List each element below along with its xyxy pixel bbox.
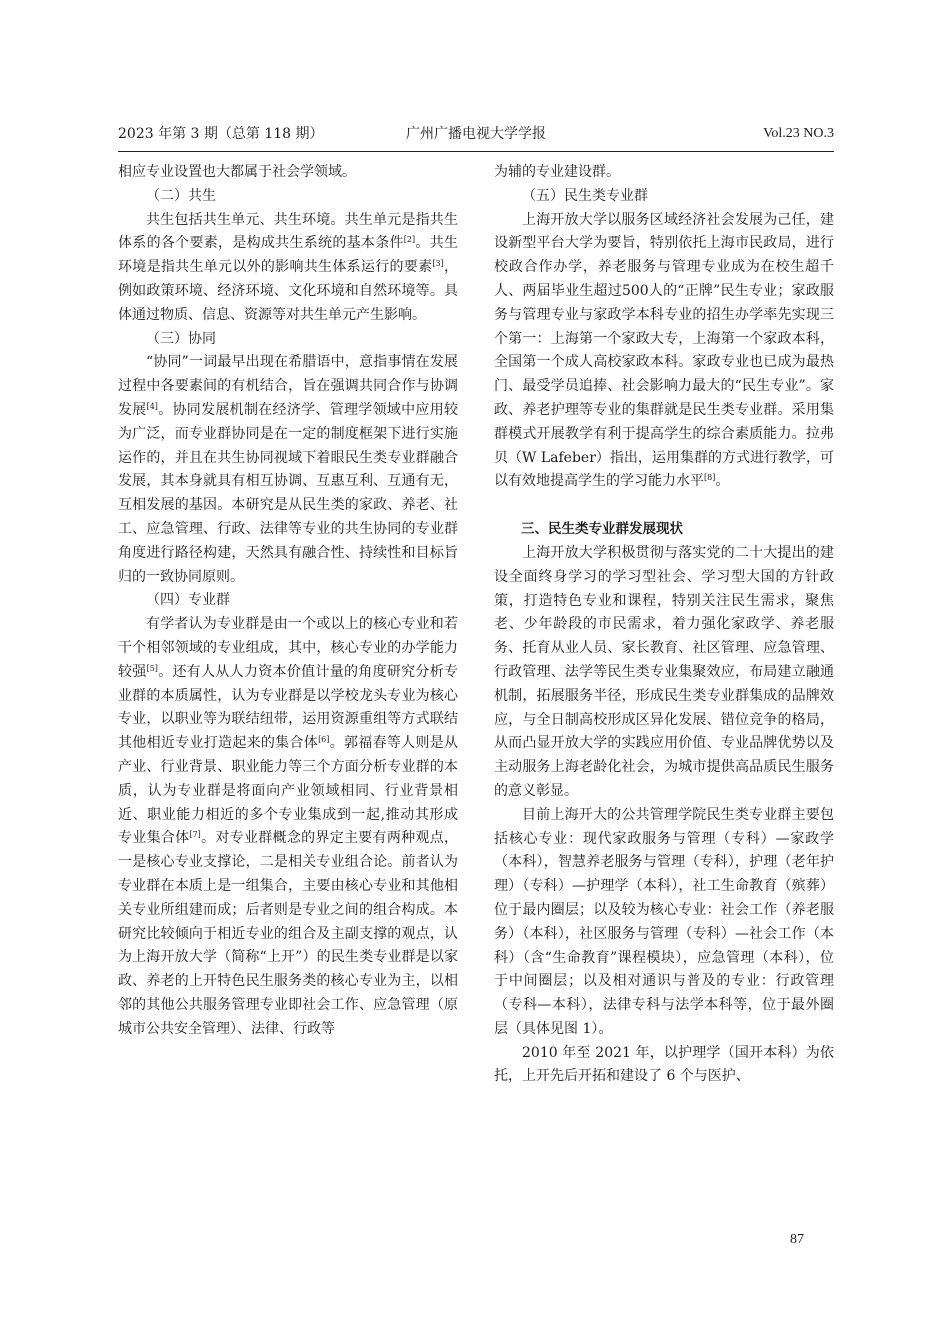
subheading-symbiosis: （二）共生 (146, 187, 216, 204)
page-number: 87 (790, 1232, 804, 1247)
citation: [8] (704, 473, 716, 483)
section-heading-3: 三、民生类专业群发展现状 (521, 521, 683, 538)
issue-info: 2023 年第 3 期（总第 118 期） (118, 126, 324, 142)
paragraph-synergy: “协同”一词最早出现在希腊语中，意指事情在发展过程中各要素间的有机结合，旨在强调共同合作与协调发展[4]。协同发展机制在经济学、管理学领域中应用较为广泛，而专业群协同是在一定的制度框架下进行实施运作的，并且在共生协同视域下着眼民生类专业群融合发展，其本身就具有相互协调、互惠互利、互通有无，互相发展的基因。本研究是从民生类的家政、养老、社工、应急管理、行政、法律等专业的共生协同的专业群角度进行路径构建，天然具有融合性、持续性和目标旨归的一致协同原则。 (118, 354, 459, 585)
paragraph-livelihood-cluster: 上海开放大学以服务区域经济社会发展为己任，建设新型平台大学为要旨，特别依托上海市民政局，进行校政合作办学，养老服务与管理专业成为在校生超千人、两届毕业生超过500人的“正牌”民生专业；家政服务与管理专业与家政学本科专业的招生办学率先实现三个第一：上海第一个家政大专，上海第一个家政本科，全国第一个成人高校家政本科。家政专业也已成为最热门、最受学员追捧、社会影响力最大的“民生专业”。家政、养老护理等专业的集群就是民生类专业群。采用集群模式开展教学有利于提高学生的综合素质能力。拉弗贝（W Lafeber）指出，运用集群的方式进行教学，可以有效地提高学生的学习能力水平[8]。 (494, 211, 834, 490)
right-column (494, 161, 834, 1089)
paragraph-program-cluster: 有学者认为专业群是由一个或以上的核心专业和若干个相邻领域的专业组成，其中，核心专业的办学能力较强[5]。还有人从人力资本价值计量的角度研究分析专业群的本质属性，认为专业群是以学校龙头专业为核心专业，以职业等为联结纽带，运用资源重组等方式联结其他相近专业打造起来的集合体[6]。郭福春等人则是从产业、行业背景、职业能力等三个方面分析专业群的本质，认为专业群是将面向产业领域相同、行业背景相近、职业能力相近的多个专业集成到一起,推动其形成专业集合体[7]。对专业群概念的界定主要有两种观点，一是核心专业支撑论，二是相关专业组合论。前者认为专业群在本质上是一组集合，主要由核心专业和其他相关专业所组建而成；后者则是专业之间的组合构成。本研究比较倾向于相近专业的组合及主副支撑的观点，认为上海开放大学（简称“上开”）的民生类专业群是以家政、养老的上开特色民生服务类的核心专业为主，以相邻的其他公共服务管理专业即社会工作、应急管理（原城市公共安全管理）、法律、行政等 (118, 616, 459, 1037)
running-header (118, 122, 834, 146)
citation: [5] (146, 663, 158, 673)
citation: [7] (189, 830, 201, 840)
journal-title: 广州广播电视大学学报 (406, 126, 546, 142)
paragraph: 相应专业设置也大都属于社会学领域。 (118, 164, 356, 180)
volume-info: Vol.23 NO.3 (763, 126, 834, 141)
citation: [2] (403, 235, 416, 245)
header-rule (118, 151, 834, 152)
citation: [6] (318, 735, 330, 745)
paragraph: 2010 年至 2021 年，以护理学（国开本科）为依托，上开先后开拓和建设了 6 个与医护、 (494, 1044, 834, 1085)
paragraph: 为辅的专业建设群。 (494, 164, 620, 180)
citation: [4] (146, 401, 158, 411)
subheading-program-cluster: （四）专业群 (146, 592, 230, 609)
paragraph: 上海开放大学积极贯彻与落实党的二十大提出的建设全面终身学习的学习型社会、学习型大国的方针政策，打造特色专业和课程，特别关注民生需求，聚焦老、少年龄段的市民需求，着力强化家政学、养老服务、托育从业人员、家长教育、社区管理、应急管理、行政管理、法学等民生类专业集聚效应，布局建立融通机制，拓展服务半径，形成民生类专业群集成的品牌效应，与全日制高校形成区异化发展、错位竞争的格局，从而凸显开放大学的实践应用价值、专业品牌优势以及主动服务上海老龄化社会，为城市提供高品质民生服务的意义彰显。 (494, 544, 834, 799)
left-column (118, 161, 458, 1041)
subheading-synergy: （三）协同 (146, 330, 216, 347)
paragraph: 目前上海开大的公共管理学院民生类专业群主要包括核心专业：现代家政服务与管理（专科）—家政学（本科），智慧养老服务与管理（专科），护理（老年护理）（专科）—护理学（本科），社工生命教育（殡葬）位于最内圈层；以及较为核心专业：社会工作（养老服务）（本科），社区服务与管理（专科）—社会工作（本科）（含“生命教育”课程模块），应急管理（本科），位于中间圈层；以及相对通识与普及的专业：行政管理（专科—本科），法律专科与法学本科等，位于最外圈层（具体见图 1）。 (494, 806, 834, 1037)
citation: [3] (432, 259, 444, 269)
subheading-livelihood-cluster: （五）民生类专业群 (522, 187, 648, 204)
paragraph-symbiosis: 共生包括共生单元、共生环境。共生单元是指共生体系的各个要素，是构成共生系统的基本条件[2]。共生环境是指共生单元以外的影响共生体系运行的要素[3]，例如政策环境、经济环境、文化环境和自然环境等。具体通过物质、信息、资源等对共生单元产生影响。 (118, 211, 459, 323)
